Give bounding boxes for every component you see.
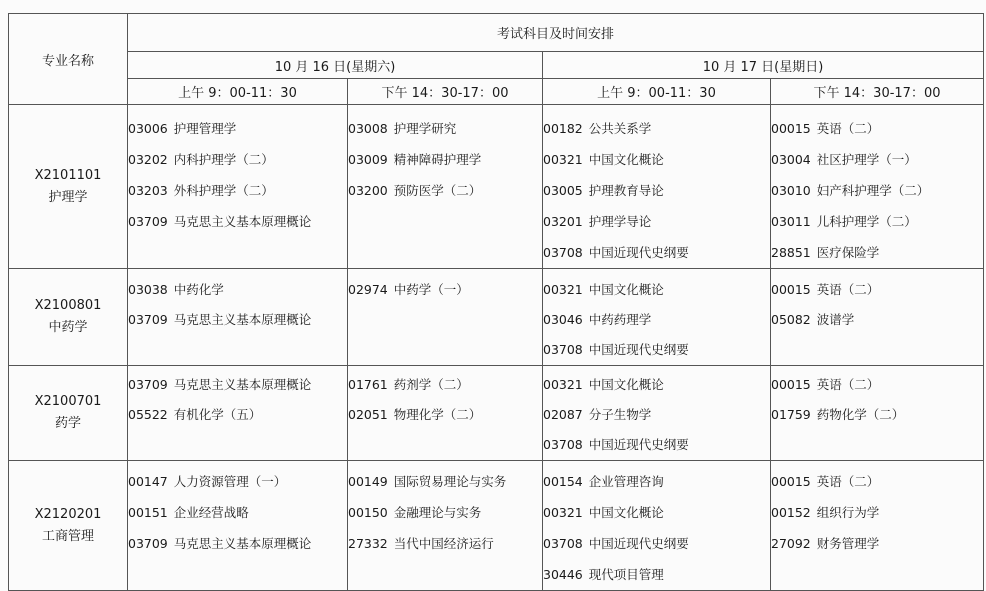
subject-code: 03006: [128, 121, 168, 136]
major-cell: [9, 269, 128, 366]
subject-item: [348, 400, 542, 430]
subject-code: 00015: [771, 377, 811, 392]
subject-code: 00015: [771, 282, 811, 297]
header-row-days: [9, 52, 984, 79]
table-row: [9, 269, 984, 366]
subject-code: 00321: [543, 505, 583, 520]
subject-item: [348, 175, 542, 206]
subject-code: 01761: [348, 377, 388, 392]
subject-name: 药物化学（二）: [816, 407, 905, 422]
major-name: 工商管理: [41, 528, 94, 544]
subject-item: [543, 466, 770, 497]
subject-code: 03709: [128, 312, 168, 327]
subject-name: 英语（二）: [816, 121, 880, 136]
subject-code: 27092: [771, 536, 811, 551]
subject-item: [128, 528, 347, 559]
subject-name: 外科护理学（二）: [173, 183, 274, 198]
subject-item: [771, 275, 983, 305]
subject-item: [543, 275, 770, 305]
subject-code: 00321: [543, 152, 583, 167]
session-cell: [543, 269, 771, 366]
subject-item: [348, 275, 542, 305]
subject-code: 03038: [128, 282, 168, 297]
subject-name: 马克思主义基本原理概论: [173, 214, 312, 229]
subject-code: 03203: [128, 183, 168, 198]
major-code: X2100801: [34, 298, 102, 313]
session-header-oct17-am: 上午 9：00-11：30: [543, 79, 771, 105]
subject-item: [771, 305, 983, 335]
subject-list: [543, 113, 770, 268]
major-cell: [9, 105, 128, 269]
subject-code: 03010: [771, 183, 811, 198]
subject-code: 00321: [543, 377, 583, 392]
subject-item: [348, 497, 542, 528]
subject-code: 03708: [543, 245, 583, 260]
major-code: X2120201: [34, 506, 102, 522]
subject-name: 儿科护理学（二）: [816, 214, 917, 229]
subject-code: 27332: [348, 536, 388, 551]
table-row: [9, 461, 984, 591]
subject-list: [771, 113, 983, 268]
major-cell: [9, 461, 128, 591]
subject-code: 02051: [348, 407, 388, 422]
subject-code: 00154: [543, 474, 583, 489]
subject-name: 中国近现代史纲要: [588, 342, 689, 357]
subject-name: 中国文化概论: [588, 377, 664, 392]
day-header-oct17: 10 月 17 日(星期日): [543, 52, 984, 79]
subject-item: [543, 430, 770, 460]
subject-item: [128, 206, 347, 237]
table-row: [9, 366, 984, 461]
subject-item: [348, 466, 542, 497]
subject-item: [771, 175, 983, 206]
subject-item: [348, 528, 542, 559]
session-cell: [348, 269, 543, 366]
subject-item: [771, 113, 983, 144]
subject-code: 00151: [128, 505, 168, 520]
session-cell: [128, 366, 348, 461]
subject-item: [128, 400, 347, 430]
subject-item: [128, 144, 347, 175]
subject-name: 英语（二）: [816, 377, 880, 392]
subject-list: [348, 275, 542, 305]
major-cell: [9, 366, 128, 461]
session-cell: [128, 105, 348, 269]
subject-item: [128, 175, 347, 206]
session-cell: [348, 105, 543, 269]
subject-code: 03200: [348, 183, 388, 198]
subject-name: 英语（二）: [816, 474, 880, 489]
subject-list: [771, 466, 983, 559]
subject-name: 物理化学（二）: [393, 407, 482, 422]
subject-item: [543, 305, 770, 335]
header-row-title: [9, 14, 984, 52]
subject-code: 00149: [348, 474, 388, 489]
subject-name: 护理教育导论: [588, 183, 664, 198]
subject-item: [543, 335, 770, 365]
subject-name: 波谱学: [816, 312, 855, 327]
subject-item: [543, 144, 770, 175]
subject-code: 02974: [348, 282, 388, 297]
subject-name: 预防医学（二）: [393, 183, 482, 198]
subject-name: 现代项目管理: [588, 567, 664, 582]
subject-name: 人力资源管理（一）: [173, 474, 287, 489]
subject-list: [128, 113, 347, 237]
subject-item: [128, 275, 347, 305]
session-cell: [543, 105, 771, 269]
subject-item: [771, 497, 983, 528]
subject-item: [771, 144, 983, 175]
subject-name: 内科护理学（二）: [173, 152, 274, 167]
subject-code: 02087: [543, 407, 583, 422]
subject-code: 00015: [771, 121, 811, 136]
subject-list: [128, 275, 347, 335]
subject-name: 护理学研究: [393, 121, 457, 136]
subject-name: 妇产科护理学（二）: [816, 183, 930, 198]
subject-item: [543, 497, 770, 528]
subject-item: [128, 305, 347, 335]
subject-code: 05082: [771, 312, 811, 327]
subject-name: 中国文化概论: [588, 282, 664, 297]
subject-item: [543, 370, 770, 400]
subject-list: [348, 466, 542, 559]
subject-name: 中药学（一）: [393, 282, 469, 297]
subject-code: 03008: [348, 121, 388, 136]
subject-item: [128, 370, 347, 400]
session-header-oct16-am: 上午 9：00-11：30: [128, 79, 348, 105]
subject-item: [543, 528, 770, 559]
subject-code: 00152: [771, 505, 811, 520]
subject-code: 03709: [128, 214, 168, 229]
subject-item: [771, 400, 983, 430]
subject-item: [128, 466, 347, 497]
subject-item: [543, 175, 770, 206]
major-code: X2101101: [34, 167, 102, 183]
subject-list: [348, 113, 542, 206]
session-cell: [543, 461, 771, 591]
subject-name: 组织行为学: [816, 505, 880, 520]
subject-code: 03009: [348, 152, 388, 167]
session-header-oct17-pm: 下午 14：30-17：00: [771, 79, 984, 105]
subject-name: 药剂学（二）: [393, 377, 469, 392]
subject-name: 中国近现代史纲要: [588, 536, 689, 551]
subject-name: 医疗保险学: [816, 245, 880, 260]
subject-item: [543, 400, 770, 430]
subject-name: 企业管理咨询: [588, 474, 664, 489]
subject-name: 精神障碍护理学: [393, 152, 482, 167]
subject-name: 中国近现代史纲要: [588, 437, 689, 452]
session-cell: [128, 461, 348, 591]
subject-code: 03011: [771, 214, 811, 229]
subject-code: 00147: [128, 474, 168, 489]
subject-code: 03708: [543, 536, 583, 551]
session-cell: [771, 366, 984, 461]
subject-item: [771, 206, 983, 237]
subject-code: 00182: [543, 121, 583, 136]
subject-item: [771, 528, 983, 559]
subject-name: 护理管理学: [173, 121, 237, 136]
subject-code: 00321: [543, 282, 583, 297]
subject-name: 当代中国经济运行: [393, 536, 494, 551]
subject-item: [771, 466, 983, 497]
subject-name: 马克思主义基本原理概论: [173, 377, 312, 392]
header-row-sessions: [9, 79, 984, 105]
subject-code: 03708: [543, 437, 583, 452]
subject-name: 中药化学: [173, 282, 224, 297]
major-name-header: 专业名称: [9, 14, 128, 105]
subject-name: 马克思主义基本原理概论: [173, 312, 312, 327]
subject-name: 金融理论与实务: [393, 505, 482, 520]
subject-name: 英语（二）: [816, 282, 880, 297]
subject-item: [543, 206, 770, 237]
subject-item: [543, 559, 770, 590]
session-cell: [543, 366, 771, 461]
subject-name: 中药药理学: [588, 312, 652, 327]
subject-list: [543, 275, 770, 365]
session-cell: [771, 105, 984, 269]
subject-name: 企业经营战略: [173, 505, 249, 520]
major-name: 药学: [54, 416, 81, 431]
major-name: 护理学: [48, 189, 88, 205]
subject-code: 03005: [543, 183, 583, 198]
subject-name: 有机化学（五）: [173, 407, 262, 422]
subject-item: [348, 144, 542, 175]
subject-item: [348, 370, 542, 400]
subject-code: 03708: [543, 342, 583, 357]
subject-name: 社区护理学（一）: [816, 152, 917, 167]
subject-name: 公共关系学: [588, 121, 652, 136]
subject-item: [771, 237, 983, 268]
subject-item: [128, 113, 347, 144]
subject-code: 28851: [771, 245, 811, 260]
subject-code: 03709: [128, 377, 168, 392]
subject-list: [771, 275, 983, 335]
subject-code: 05522: [128, 407, 168, 422]
session-header-oct16-pm: 下午 14：30-17：00: [348, 79, 543, 105]
exam-schedule-table: [8, 13, 984, 591]
subject-name: 中国文化概论: [588, 505, 664, 520]
major-name: 中药学: [48, 320, 88, 335]
schedule-title: 考试科目及时间安排: [128, 14, 984, 52]
subject-list: [771, 370, 983, 430]
session-cell: [348, 461, 543, 591]
subject-list: [128, 466, 347, 559]
day-header-oct16: 10 月 16 日(星期六): [128, 52, 543, 79]
subject-list: [543, 466, 770, 590]
session-cell: [128, 269, 348, 366]
subject-item: [771, 370, 983, 400]
session-cell: [771, 461, 984, 591]
subject-list: [128, 370, 347, 430]
subject-code: 00150: [348, 505, 388, 520]
subject-item: [128, 497, 347, 528]
subject-name: 财务管理学: [816, 536, 880, 551]
session-cell: [771, 269, 984, 366]
subject-name: 中国文化概论: [588, 152, 664, 167]
subject-name: 国际贸易理论与实务: [393, 474, 507, 489]
subject-list: [348, 370, 542, 430]
subject-item: [543, 237, 770, 268]
subject-item: [348, 113, 542, 144]
subject-name: 分子生物学: [588, 407, 652, 422]
subject-name: 中国近现代史纲要: [588, 245, 689, 260]
subject-code: 03046: [543, 312, 583, 327]
subject-item: [543, 113, 770, 144]
subject-name: 护理学导论: [588, 214, 652, 229]
subject-code: 03004: [771, 152, 811, 167]
major-code: X2100701: [34, 394, 102, 409]
subject-code: 03201: [543, 214, 583, 229]
subject-code: 00015: [771, 474, 811, 489]
subject-name: 马克思主义基本原理概论: [173, 536, 312, 551]
subject-code: 03202: [128, 152, 168, 167]
subject-code: 03709: [128, 536, 168, 551]
subject-code: 30446: [543, 567, 583, 582]
subject-list: [543, 370, 770, 460]
table-row: [9, 105, 984, 269]
session-cell: [348, 366, 543, 461]
subject-code: 01759: [771, 407, 811, 422]
